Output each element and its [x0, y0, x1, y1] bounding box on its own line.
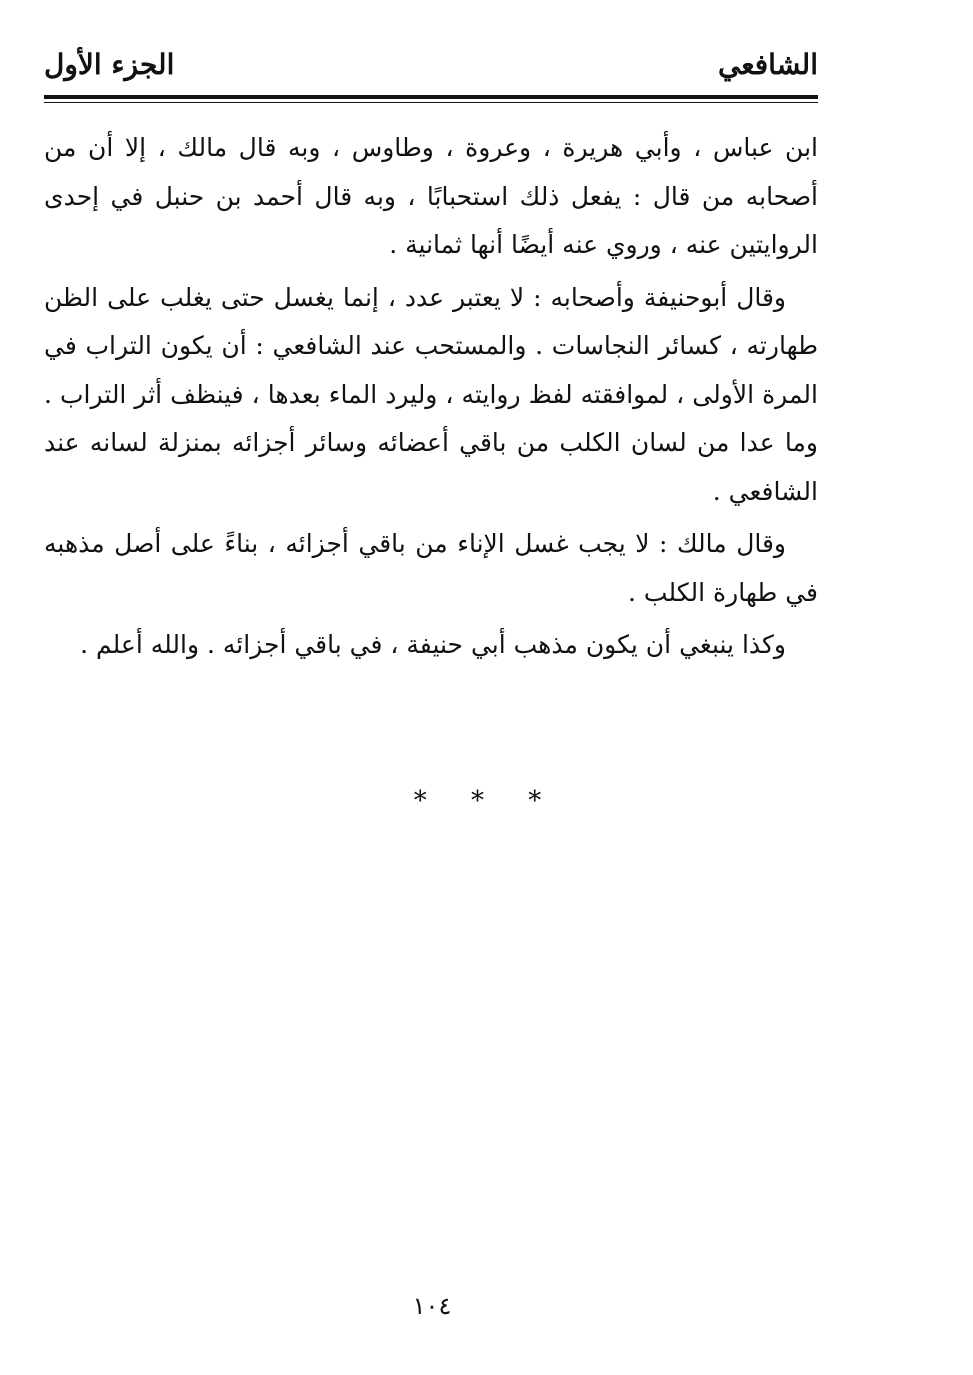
paragraph-1: ابن عباس ، وأبي هريرة ، وعروة ، وطاوس ، وبه قال مالك ، إلا أن من أصحابه من قال : يفعل ذلك استحبابًا ، وبه قال أحمد بن حنبل في إحدى الروايتين عنه ، وروي عنه أيضًا أنها ثمانية .: [44, 133, 818, 259]
header-rule-thin: [44, 102, 818, 103]
paragraph-2: وقال أبوحنيفة وأصحابه : لا يعتبر عدد ، إنما يغسل حتى يغلب على الظن طهارته ، كسائر النجاسات . والمستحب عند الشافعي : أن يكون التراب في المرة الأولى ، لموافقته لفظ روايته ، وليرد الماء بعدها ، فينظف أثر التراب . وما عدا من لسان الكلب من باقي أعضائه وسائر أجزائه بمنزلة لسانه عند الشافعي .: [44, 282, 818, 506]
volume-label: الجزء الأول: [44, 48, 175, 81]
paragraph-4: وكذا ينبغي أن يكون مذهب أبي حنيفة ، في باقي أجزائه . والله أعلم .: [80, 630, 786, 659]
section-separator: * * *: [413, 786, 560, 816]
running-header: [44, 48, 818, 92]
book-title: الشافعي: [717, 48, 818, 81]
header-rule-thick: [44, 95, 818, 99]
main-text: [44, 124, 818, 674]
page-number: ١٠٤: [412, 1292, 452, 1320]
paragraph-3: وقال مالك : لا يجب غسل الإناء من باقي أجزائه ، بناءً على أصل مذهبه في طهارة الكلب .: [44, 529, 818, 607]
